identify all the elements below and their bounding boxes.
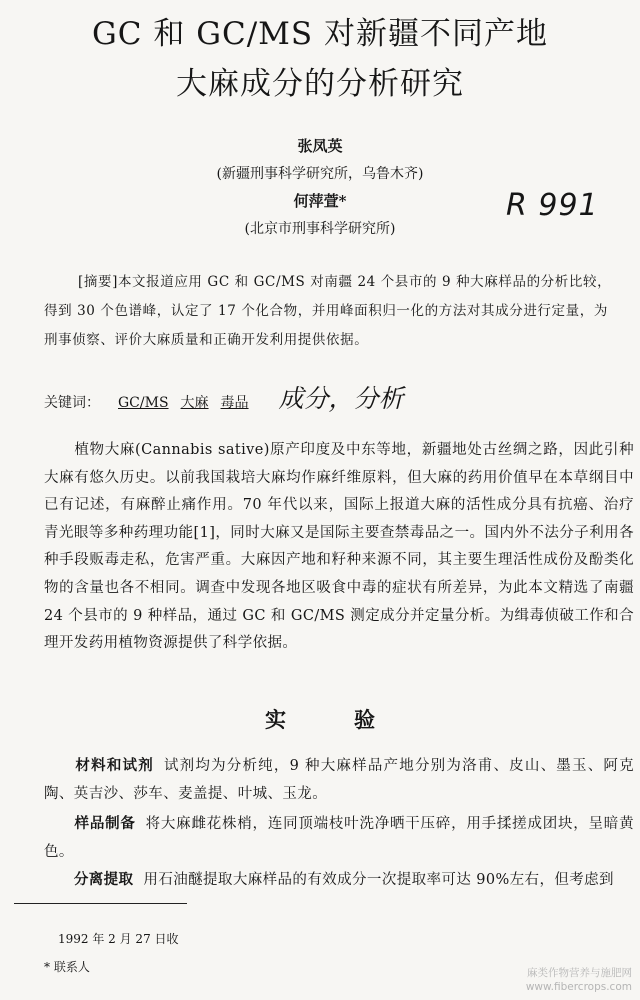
experiment-extraction	[44, 866, 634, 895]
keyword-gcms: GC/MS	[118, 395, 169, 411]
keywords-label: 关键词：	[44, 395, 100, 411]
site-watermark	[507, 966, 632, 994]
extraction-text: 用石油醚提取大麻样品的有效成分一次提取率可达 90%左右，但考虑到	[143, 872, 614, 888]
intro-paragraph: 植物大麻(Cannabis sative)原产印度及中东等地，新疆地处古丝绸之路，因此引种大麻有悠久历史。以前我国栽培大麻均作麻纤维原料，但大麻的药用价值早在本草纲目中已有记述，有麻醉止痛作用。70 年代以来，国际上报道大麻的活性成分具有抗癌、治疗青光眼等多种药理功能[1]，同时大麻又是国际主要查禁毒品之一。国内外不法分子利用各种手段贩毒走私，危害严重。大麻因产地和籽种来源不同，其主要生理活性成份及酚类化物的含量也各不相同。调查中发现各地区吸食中毒的症状有所差异，为此本文精选了南疆 24 个县市的 9 种样品，通过 GC 和 GC/MS 测定成分并定量分析。为缉毒侦破工作和合理开发药用植物资源提供了科学依据。	[44, 442, 634, 652]
paper-title-line-2: 大麻成分的分析研究	[176, 66, 464, 102]
footnote-divider	[14, 903, 187, 904]
materials-label: 材料和试剂	[75, 757, 154, 774]
keywords-row	[44, 386, 404, 412]
sample-prep-text: 将大麻雌花株梢，连同顶端枝叶洗净晒干压碎，用手揉搓成团块，呈暗黄色。	[44, 816, 634, 860]
abstract-text: 本文报道应用 GC 和 GC/MS 对南疆 24 个县市的 9 种大麻样品的分析比较，得到 30 个色谱峰，认定了 17 个化合物，并用峰面积归一化的方法对其成分进行定量，为刑事侦察、评价大麻质量和正确开发利用提供依据。	[44, 274, 612, 348]
watermark-site-name: 麻类作物营养与施肥网	[527, 967, 632, 979]
watermark-url: www.fibercrops.com	[525, 981, 632, 993]
handwritten-keyword-additions: 成分，分析	[278, 384, 404, 413]
author-name-2: 何萍萱*	[293, 192, 347, 210]
author-name-1: 张凤英	[297, 137, 343, 155]
handwritten-catalog-mark: R 991	[506, 188, 599, 223]
footnote-contact: * 联系人	[44, 960, 90, 974]
sample-prep-label: 样品制备	[74, 815, 136, 832]
materials-text: 试剂均为分析纯，9 种大麻样品产地分别为洛甫、皮山、墨玉、阿克陶、英吉沙、莎车、麦盖提、叶城、玉龙。	[44, 758, 635, 802]
keyword-drugs: 毒品	[220, 395, 249, 411]
abstract-label: [摘要]	[78, 274, 118, 290]
author-affiliation-1: (新疆刑事科学研究所，乌鲁木齐)	[216, 166, 424, 182]
footnote-received-date: 1992 年 2 月 27 日收	[58, 932, 179, 946]
experiment-sample-prep	[44, 810, 634, 866]
keyword-hemp: 大麻	[180, 395, 209, 411]
experiment-materials	[44, 752, 634, 808]
paper-title-line-1: GC 和 GC/MS 对新疆不同产地	[92, 16, 548, 52]
extraction-label: 分离提取	[73, 871, 134, 888]
section-heading-experiment: 实验	[265, 707, 443, 732]
abstract	[44, 268, 612, 355]
author-affiliation-2: (北京市刑事科学研究所)	[244, 221, 396, 237]
